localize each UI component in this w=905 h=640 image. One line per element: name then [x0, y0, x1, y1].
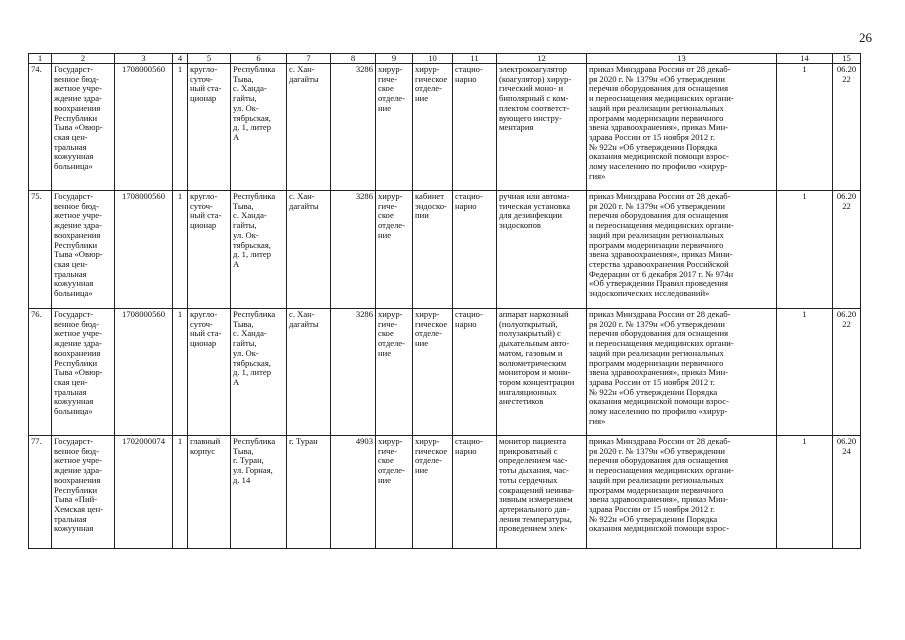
table-row	[29, 191, 861, 309]
column-number: 15	[833, 54, 861, 64]
organization-code: 1708000560	[115, 64, 173, 191]
department: хирур- гиче- ское отделе- ние	[376, 309, 413, 436]
column-number: 14	[777, 54, 833, 64]
subdivision: хирур- гическое отделе- ние	[413, 64, 453, 191]
equipment-table	[28, 53, 861, 549]
settlement: с. Хан- дагайты	[287, 191, 331, 309]
table-row	[29, 309, 861, 436]
equipment-name: монитор пациента прикроватный с определением час- тоты дыхания, час- тоты сердечных сокращений неинва- зивным измерением артериального дав- ления температуры, проведением элек-	[497, 436, 587, 549]
cell-col4: 1	[173, 64, 188, 191]
population: 3286	[331, 64, 376, 191]
unit-type: кругло- суточ- ный ста- ционар	[188, 64, 231, 191]
row-number: 75.	[29, 191, 52, 309]
address: Республика Тыва, с. Ханда- гайты, ул. Ок- тябрьская, д. 1, литер А	[231, 309, 287, 436]
delivery-date: 06.2022	[833, 191, 861, 309]
quantity: 1	[777, 436, 833, 549]
subdivision: хирур- гическое отделе- ние	[413, 436, 453, 549]
table-row	[29, 64, 861, 191]
care-form: стацио- нарно	[453, 191, 497, 309]
legal-basis: приказ Минздрава России от 28 декаб- ря 2020 г. № 1379н «Об утверждении перечня оборудования для оснащения и переоснащения медицинских органи- заций при реализации региональных программ модернизации первичного звена здравоохранения», приказ Мин- здрава России от 15 ноября 2012 г. № 922н «Об утверждении Порядка оказания медицинской помощи взрос-	[587, 436, 777, 549]
column-number: 1	[29, 54, 52, 64]
column-number: 12	[497, 54, 587, 64]
column-number: 2	[52, 54, 115, 64]
equipment-name: электрокоагулятор (коагулятор) хирур- гический моно- и биполярный с ком- плектом соответст- вующего инстру- ментария	[497, 64, 587, 191]
settlement: г. Туран	[287, 436, 331, 549]
legal-basis: приказ Минздрава России от 28 декаб- ря 2020 г. № 1379н «Об утверждении перечня оборудования для оснащения и переоснащения медицинских органи- заций при реализации региональных программ модернизации первичного звена здравоохранения», приказ Мин- здрава России от 15 ноября 2012 г. № 922н «Об утверждении Порядка оказания медицинской помощи взрос- лому населению по профилю «хирур- гия»	[587, 64, 777, 191]
row-number: 76.	[29, 309, 52, 436]
department: хирур- гиче- ское отделе- ние	[376, 436, 413, 549]
unit-type: главный корпус	[188, 436, 231, 549]
unit-type: кругло- суточ- ный ста- ционар	[188, 191, 231, 309]
column-number: 8	[331, 54, 376, 64]
column-number: 9	[376, 54, 413, 64]
column-number: 5	[188, 54, 231, 64]
organization-code: 1708000560	[115, 309, 173, 436]
care-form: стацио- нарно	[453, 64, 497, 191]
organization-code: 1702000074	[115, 436, 173, 549]
settlement: с. Хан- дагайты	[287, 309, 331, 436]
column-number: 11	[453, 54, 497, 64]
column-number: 13	[587, 54, 777, 64]
subdivision: хирур- гическое отделе- ние	[413, 309, 453, 436]
department: хирур- гиче- ское отделе- ние	[376, 191, 413, 309]
quantity: 1	[777, 191, 833, 309]
address: Республика Тыва, с. Ханда- гайты, ул. Ок- тябрьская, д. 1, литер А	[231, 191, 287, 309]
address: Республика Тыва, г. Туран, ул. Горная, д. 14	[231, 436, 287, 549]
page-number: 26	[859, 30, 872, 45]
organization-name: Государст- венное бюд- жетное учре- ждение здра- воохранения Республики Тыва «Пий- Хемская цен- тральная кожуунная	[52, 436, 115, 549]
column-number: 7	[287, 54, 331, 64]
row-number: 74.	[29, 64, 52, 191]
organization-code: 1708000560	[115, 191, 173, 309]
column-number: 10	[413, 54, 453, 64]
cell-col4: 1	[173, 309, 188, 436]
column-number: 6	[231, 54, 287, 64]
row-number: 77.	[29, 436, 52, 549]
delivery-date: 06.2024	[833, 436, 861, 549]
care-form: стацио- нарно	[453, 436, 497, 549]
population: 3286	[331, 191, 376, 309]
quantity: 1	[777, 64, 833, 191]
subdivision: кабинет эндоско- пии	[413, 191, 453, 309]
organization-name: Государст- венное бюд- жетное учре- ждение здра- воохранения Республики Тыва «Овюр- ская цен- тральная кожуунная больница»	[52, 309, 115, 436]
quantity: 1	[777, 309, 833, 436]
delivery-date: 06.2022	[833, 64, 861, 191]
department: хирур- гиче- ское отделе- ние	[376, 64, 413, 191]
equipment-name: ручная или автома- тическая установка для дезинфекции эндоскопов	[497, 191, 587, 309]
legal-basis: приказ Минздрава России от 28 декаб- ря 2020 г. № 1379н «Об утверждении перечня оборудования для оснащения и переоснащения медицинских органи- заций при реализации региональных программ модернизации первичного звена здравоохранения», приказ Мини- стерства здравоохранения Российской Федерации от 6 декабря 2017 г. № 974н «Об утверждении Правил проведения эндоскопических исследований»	[587, 191, 777, 309]
settlement: с. Хан- дагайты	[287, 64, 331, 191]
unit-type: кругло- суточ- ный ста- ционар	[188, 309, 231, 436]
delivery-date: 06.2022	[833, 309, 861, 436]
column-number-row	[29, 54, 861, 64]
table-row	[29, 436, 861, 549]
address: Республика Тыва, с. Ханда- гайты, ул. Ок- тябрьская, д. 1, литер А	[231, 64, 287, 191]
organization-name: Государст- венное бюд- жетное учре- ждение здра- воохранения Республики Тыва «Овюр- ская цен- тральная кожуунная больница»	[52, 64, 115, 191]
column-number: 3	[115, 54, 173, 64]
cell-col4: 1	[173, 191, 188, 309]
organization-name: Государст- венное бюд- жетное учре- ждение здра- воохранения Республики Тыва «Овюр- ская цен- тральная кожуунная больница»	[52, 191, 115, 309]
care-form: стацио- нарно	[453, 309, 497, 436]
legal-basis: приказ Минздрава России от 28 декаб- ря 2020 г. № 1379н «Об утверждении перечня оборудования для оснащения и переоснащения медицинских органи- заций при реализации региональных программ модернизации первичного звена здравоохранения», приказ Мин- здрава России от 15 ноября 2012 г. № 922н «Об утверждении Порядка оказания медицинской помощи взрос- лому населению по профилю «хирур- гия»	[587, 309, 777, 436]
population: 3286	[331, 309, 376, 436]
equipment-name: аппарат наркозный (полуоткрытый, полузакрытый) с дыхательным авто- матом, газовым и волюметрическим монитором и мони- тором концентрации ингаляционных анестетиков	[497, 309, 587, 436]
column-number: 4	[173, 54, 188, 64]
population: 4903	[331, 436, 376, 549]
cell-col4: 1	[173, 436, 188, 549]
